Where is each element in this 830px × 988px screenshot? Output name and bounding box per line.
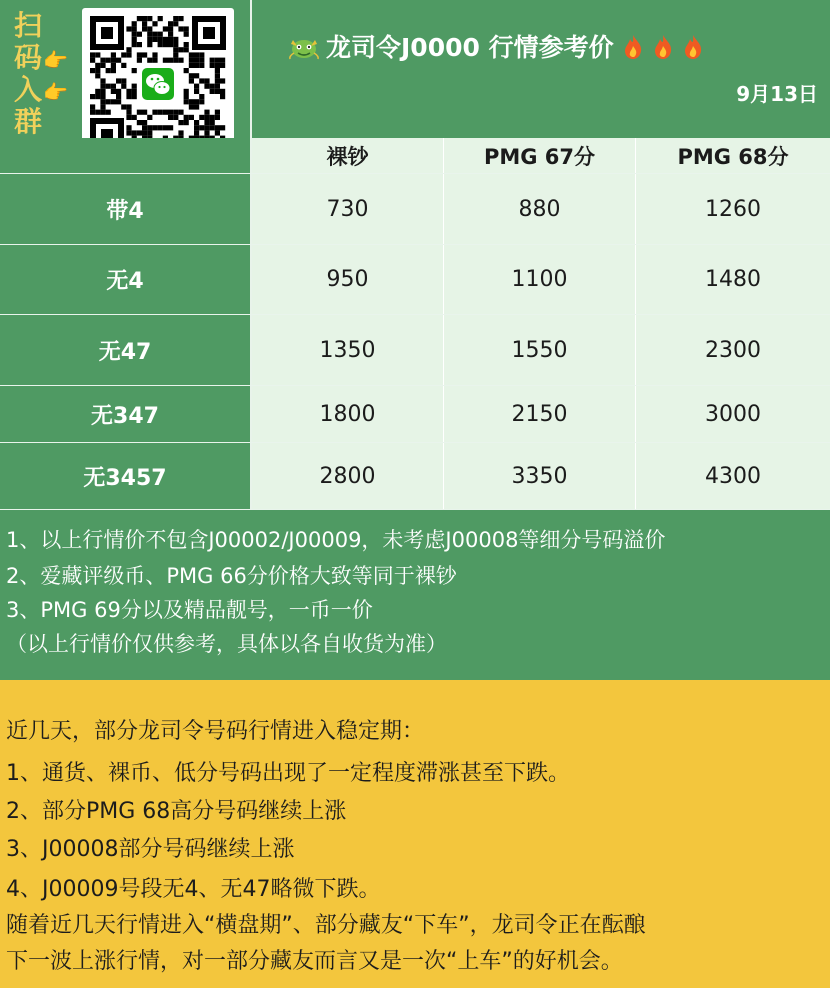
table-cell: 1260 [636,174,830,244]
table-cell: 3000 [636,386,830,442]
page-title [288,28,828,64]
header-divider [250,0,252,138]
table-cell: 1100 [444,245,636,314]
table-cell: 3350 [444,443,636,509]
table-cell: 4300 [636,443,830,509]
scan-char: 入 [14,73,43,106]
table-row [0,386,830,443]
notes-section [0,510,830,678]
row-label: 带4 [0,174,252,244]
commentary-line: 2、部分PMG 68高分号码继续上涨 [6,799,347,824]
commentary-line: 近几天，部分龙司令号码行情进入稳定期： [6,719,425,744]
table-row [0,245,830,315]
commentary-line: 3、J00008部分号码继续上涨 [6,837,295,862]
table-cell: 2300 [636,315,830,385]
commentary-line: 随着近几天行情进入“横盘期”、部分藏友“下车”，龙司令正在酝酿 [6,913,646,938]
commentary-line: 下一波上涨行情，对一部分藏友而言又是一次“上车”的好机会。 [6,949,623,974]
table-cell: 1800 [252,386,444,442]
market-commentary [0,680,830,988]
table-row [0,443,830,510]
table-cell: 880 [444,174,636,244]
scan-char: 群 [14,105,43,138]
table-cell: 2800 [252,443,444,509]
date-label: 9月13日 [736,82,818,106]
column-header: 裸钞 [252,138,444,173]
table-cell: 1550 [444,315,636,385]
table-row [0,315,830,386]
table-cell: 950 [252,245,444,314]
row-label: 无47 [0,315,252,385]
note-line: （以上行情价仅供参考，具体以各自收货为准） [6,632,447,656]
column-header: PMG 68分 [636,138,830,173]
pointing-hand-icon: 👉 [43,80,68,104]
note-line: 3、PMG 69分以及精品靓号，一币一价 [6,598,373,622]
note-line: 2、爱藏评级币、PMG 66分价格大致等同于裸钞 [6,564,457,588]
scan-to-join-label [14,10,66,138]
table-cell: 1350 [252,315,444,385]
table-cell: 730 [252,174,444,244]
table-row [0,174,830,245]
table-cell: 1480 [636,245,830,314]
dragon-icon [288,34,320,60]
table-header-row [0,138,830,174]
header [0,0,830,138]
row-label: 无4 [0,245,252,314]
scan-char: 扫 [14,9,43,42]
fire-icon [622,34,644,60]
fire-icon [682,34,704,60]
note-line: 1、以上行情价不包含J00002/J00009，未考虑J00008等细分号码溢价 [6,528,666,552]
column-header: PMG 67分 [444,138,636,173]
row-label: 无347 [0,386,252,442]
table-corner-cell [0,138,252,173]
fire-icon [652,34,674,60]
commentary-line: 1、通货、裸币、低分号码出现了一定程度滞涨甚至下跌。 [6,761,570,786]
row-label: 无3457 [0,443,252,509]
pointing-hand-icon: 👉 [43,48,68,72]
scan-char: 码 [14,41,43,74]
price-table [0,138,830,510]
commentary-line: 4、J00009号段无4、无47略微下跌。 [6,877,381,902]
title-text: 龙司令J0000 行情参考价 [326,33,614,62]
table-cell: 2150 [444,386,636,442]
